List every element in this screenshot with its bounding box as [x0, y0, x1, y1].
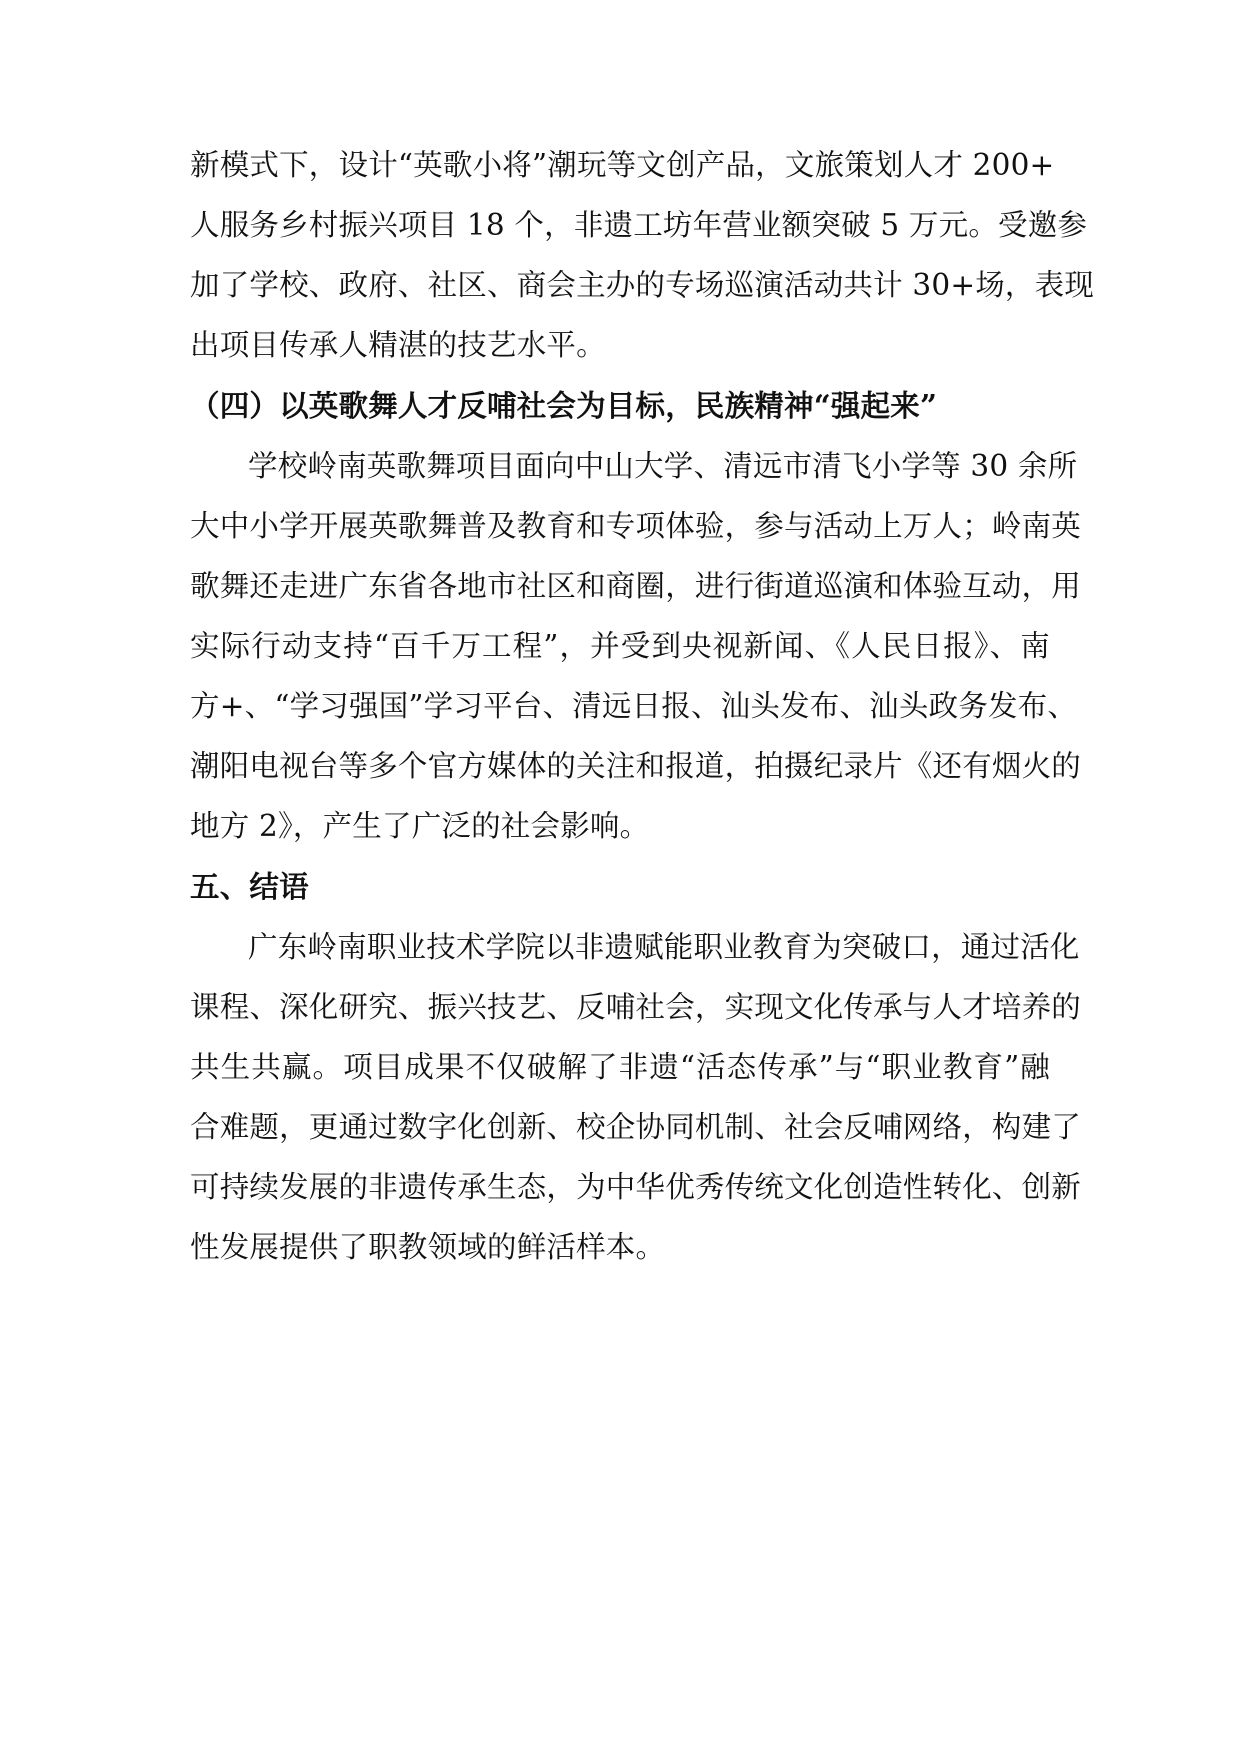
text-line: 实际行动支持“百千万工程”，并受到央视新闻、《人民日报》、南	[190, 629, 1050, 663]
text-line: 歌舞还走进广东省各地市社区和商圈，进行街道巡演和体验互动，用	[190, 569, 1082, 603]
text-line: 合难题，更通过数字化创新、校企协同机制、社会反哺网络，构建了	[190, 1110, 1082, 1144]
text-line: 课程、深化研究、振兴技艺、反哺社会，实现文化传承与人才培养的	[190, 990, 1082, 1024]
text-line: 广东岭南职业技术学院以非遗赋能职业教育为突破口，通过活化	[248, 930, 1080, 964]
text-line: 人服务乡村振兴项目 18 个，非遗工坊年营业额突破 5 万元。受邀参	[190, 208, 1088, 242]
section-heading: 五、结语	[190, 869, 309, 904]
section-heading: （四）以英歌舞人才反哺社会为目标，民族精神“强起来”	[190, 388, 938, 423]
text-line: 方+、“学习强国”学习平台、清远日报、汕头发布、汕头政务发布、	[190, 689, 1078, 723]
text-line: 加了学校、政府、社区、商会主办的专场巡演活动共计 30+场，表现	[190, 268, 1095, 302]
text-line: 地方 2》，产生了广泛的社会影响。	[190, 809, 650, 843]
text-line: 新模式下，设计“英歌小将”潮玩等文创产品，文旅策划人才 200+	[190, 148, 1055, 182]
text-line: 出项目传承人精湛的技艺水平。	[190, 328, 606, 362]
text-line: 潮阳电视台等多个官方媒体的关注和报道，拍摄纪录片《还有烟火的	[190, 749, 1082, 783]
text-line: 共生共赢。项目成果不仅破解了非遗“活态传承”与“职业教育”融	[190, 1050, 1050, 1084]
text-line: 大中小学开展英歌舞普及教育和专项体验，参与活动上万人；岭南英	[190, 509, 1082, 543]
text-line: 学校岭南英歌舞项目面向中山大学、清远市清飞小学等 30 余所	[248, 449, 1078, 483]
text-line: 可持续发展的非遗传承生态，为中华优秀传统文化创造性转化、创新	[190, 1170, 1082, 1204]
text-line: 性发展提供了职教领域的鲜活样本。	[190, 1230, 666, 1264]
